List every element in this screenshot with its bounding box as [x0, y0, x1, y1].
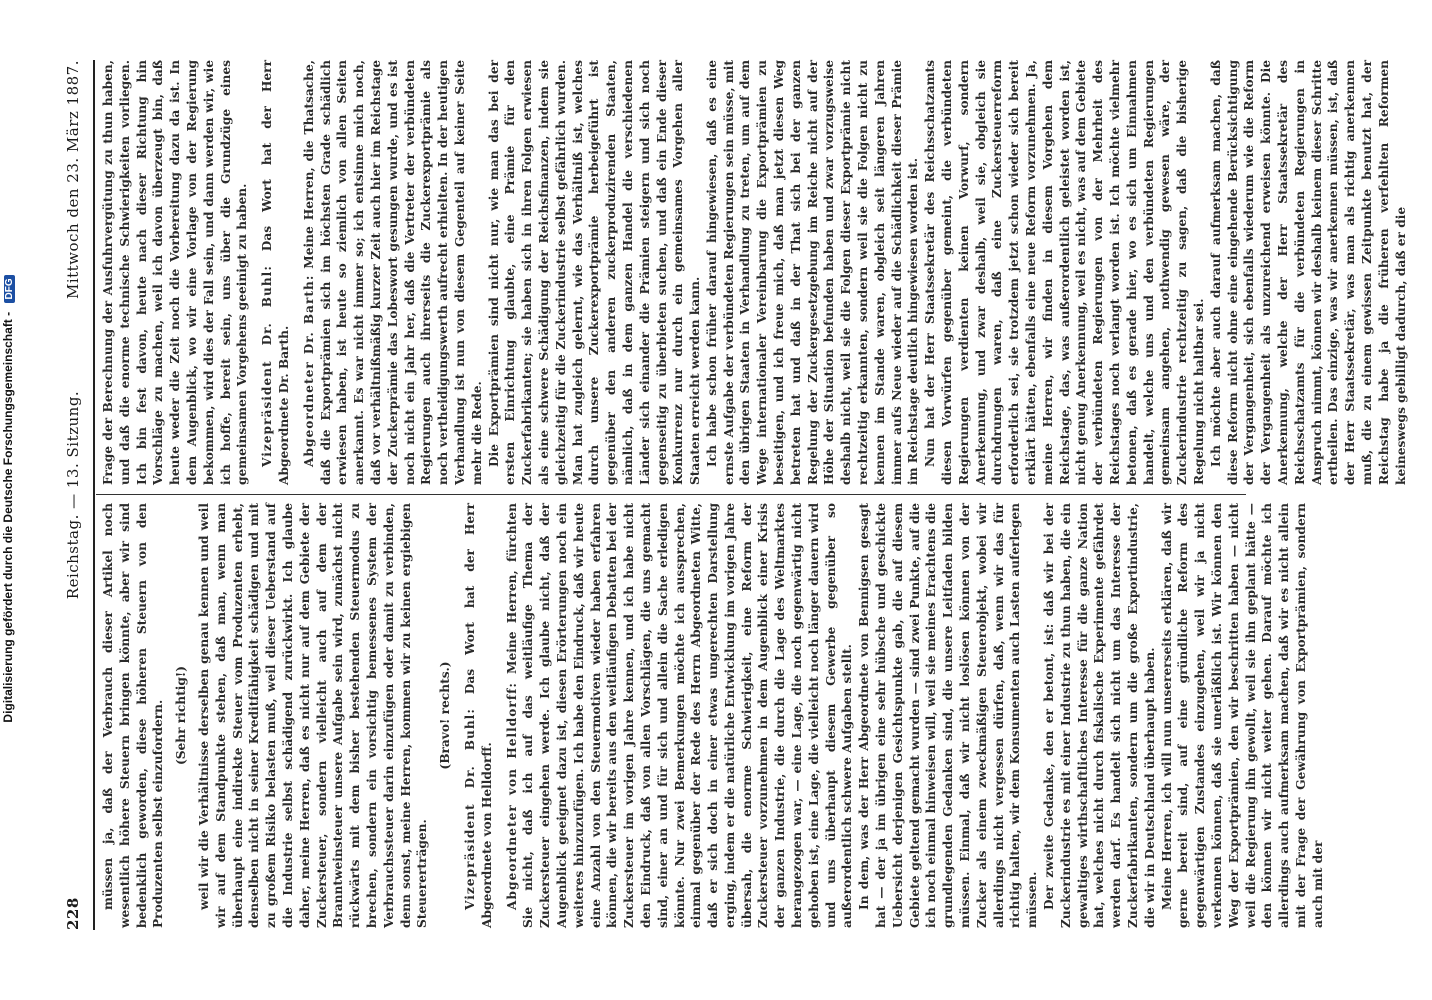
body-paragraph [1041, 503, 1159, 928]
interjection [173, 503, 190, 928]
paragraph-text: Meine Herren, die Thatsache, daß die Exportprämien sich im höchsten Grade schädlich erwiesen haben, ist heute so ziemlich von allen Seiten anerkannt. Es war nicht immer so; ich entsinne mich noch, daß vor verhältnißmäßig kurzer Zeit auch hier im Reichstage der Zuckerprämie das Lobeswort gesungen wurde, und es ist noch nicht ein Jahr her, daß die Vertreter der verbündeten Regierungen auch ihrerseits die Zuckerexportprämie als noch vertheidigungswerth aufrecht erhielten. In der heutigen Verhandlung ist nun von diesem Gegenteil auf keiner Seite mehr die Rede. [301, 59, 484, 485]
speaker-name: Abgeordneter von Helldorff: [504, 682, 519, 910]
speaker-paragraph [259, 60, 293, 485]
interjection [437, 503, 454, 928]
body-paragraph [856, 503, 1041, 928]
paragraph-text: Nun hat der Herr Staatssekretär des Reichsschatzamts diesen Vorwürfen gegenüber gemeint, die verbündeten Regierungen verdienten keinen Vorwurf, sondern Anerkennung, und zwar deshalb, weil sie, obgleich sie durchdrungen waren, daß eine Zuckersteuerreform erforderlich sei, sie trotzdem jetzt schon wieder sich bereit erklärt hätten, ebenfalls eine neue Reform vorzunehmen. Ja, meine Herren, wir finden in diesem Vorgehen dem Reichstage, das, was außerordentlich geleistet worden ist, nicht genug Anerkennung, weil es nicht, was auf dem Gebiete der verbündeten Regierungen von der Mehrheit des Reichstages noch verlangt worden ist. Ich möchte vielmehr betonen, daß es gerade hier, wo es sich um Einnahmen handelt, welche uns und den verbündeten Regierungen gemeinsam angehen, nothwendig gewesen wäre, der Zuckerindustrie rechtzeitig zu sagen, daß die bisherige Regelung nicht haltbar sei. [923, 60, 1206, 485]
body-paragraph [1159, 503, 1327, 928]
dfg-logo: DFG [4, 275, 15, 302]
paragraph-text: müssen ja, daß der Verbrauch dieser Artikel noch wesentlich höhere Steuern bringen könnte, aber wir sind bedenklich geworden, diese höheren Steuern von den Produzenten selbst einzufordern. [101, 503, 166, 928]
speaker-name: Abgeordneter Dr. Barth: [301, 274, 316, 467]
page-header [62, 60, 88, 930]
paragraph-text: Ich habe schon früher darauf hingewiesen, daß es eine ernste Aufgabe der verbündeten Regierungen sein müsse, mit den übrigen Staaten in Verhandlung zu treten, um auf dem Wege internationaler Vereinbarung die Exportprämien zu beseitigen, und ich freue mich, daß man jetzt diesen Weg betreten hat und daß in der That sich bei der ganzen Regelung der Zuckergesetzgebung im Reiche nicht auf der Höhe der Situation befunden haben und zwar vorzugsweise deshalb nicht, weil sie die Folgen dieser Exportprämie nicht rechtzeitig erkannten, sondern weil sie die Folgen nicht zu kennen im Stande waren, obgleich seit längeren Jahren immer aufs Neue wieder auf die Schädlichkeit dieser Prämie im Reichstage deutlich hingewiesen worden ist. [704, 60, 921, 485]
speaker-paragraph [301, 60, 486, 485]
body-paragraph [1208, 60, 1410, 485]
paragraph-text: (Sehr richtig!) [174, 665, 189, 766]
paragraph-text: Ich möchte aber auch darauf aufmerksam machen, daß diese Reform nicht ohne eine eingehende Berücksichtigung der Vergangenheit, sich ebenfalls wiederum wie die Reform der Vergangenheit als unzureichend erweisen könnte. Die Anerkennung, welche der Herr Staatssekretär des Reichsschatzamts für die verbündeten Regierungen in Anspruch nimmt, können wir deshalb keinem dieser Schritte ertheilen. Das einzige, was wir anerkennen müssen, ist, daß der Herr Staatssekretär, was man als richtig anerkennen muß, die zu einem gewissen Zeitpunkte benutzt hat, der Reichstag habe ja die früheren verfehlten Reformen keineswegs gebilligt dadurch, daß er die [1208, 60, 1408, 485]
body-paragraph [486, 60, 704, 485]
column-divider [96, 494, 1246, 495]
speaker-name: Vizepräsident Dr. Buhl: [260, 265, 275, 467]
paragraph-text: In dem, was der Herr Abgeordnete von Bennigsen gesagt hat — der ja im übrigen eine sehr hübsche und geschickte Uebersicht derjenigen Gesichtspunkte gab, die auf diesem Gebiete geltend gemacht wurden — sind zwei Punkte, auf die ich noch einmal hinweisen will, weil sie meines Erachtens die grundlegenden Gedanken sind, die unsere Leitfaden bilden müssen. Einmal, daß wir nicht loslösen können von der Zucker als einem zweckmäßigen Steuerobjekt, wobei wir allerdings nicht vergessen dürfen, daß, wenn wir das für richtig halten, wir dem Konsumenten auch Lasten auferlegen müssen. [857, 503, 1040, 928]
header-rule [93, 60, 95, 930]
digitization-note-text: Digitalisierung gefördert durch die Deutsche Forschungsgemeinschaft - [1, 311, 15, 723]
paragraph-text: Die Exportprämien sind nicht nur, wie man das bei der ersten Einrichtung glaubte, eine Prämie für den Zuckerfabrikanten; sie haben sich in ihren Folgen erwiesen als eine schwere Schädigung der Reichsfinanzen, indem sie gleichzeitig für die Zuckerindustrie selbst gefährlich wurden. Man hat zugleich gelernt, wie das Verhältniß ist, welches durch unsere Zuckerexportprämie herbeigeführt ist gegenüber den anderen zuckerproduzirenden Staaten, nämlich, daß in dem ganzen Handel die verschiedenen Länder sich einander die Prämien steigern und sich noch gegenseitig zu überbieten suchen, und daß ein Ende dieser Konkurrenz nur durch ein gemeinsames Vorgehen aller Staaten erreicht werden kann. [486, 60, 703, 485]
body-paragraph [922, 60, 1208, 485]
body-paragraph [196, 503, 431, 928]
body-paragraph [704, 60, 922, 485]
speaker-name: Vizepräsident Dr. Buhl: [462, 708, 477, 910]
speaker-paragraph [504, 503, 857, 928]
paragraph-text: Frage der Berechnung der Ausfuhrvergütung zu thun haben, und daß die enorme technische Schwierigkeiten vorliegen. Ich bin fest davon, heute nach dieser Richtung hin Vorschläge zu machen, weil ich davon überzeugt bin, daß heute weder die Zeit noch die Vorbereitung dazu da ist. In dem Augenblick, wo wir eine Vorlage von der Regierung bekommen, wird dies der Fall sein, und dann werden wir, wie ich hoffe, bereit sein, uns über die Grundzüge eines gemeinsamen Vorgehens geeinigt zu haben. [101, 60, 250, 485]
body-paragraph [100, 503, 167, 928]
page-number: 228 [64, 897, 82, 930]
paragraph-text: (Bravo! rechts.) [438, 661, 453, 770]
paragraph-text: Meine Herren, ich will nun unsererseits erklären, daß wir gerne bereit sind, auf eine gründliche Reform des gegenwärtigen Zustandes einzugehen, weil wir ja nicht verkennen können, daß sie unerläßlich ist. Wir können den Weg der Exportprämien, den wir beschritten haben — nicht weil die Regierung ihn gewollt, weil sie ihn geplant hätte — den können wir nicht weiter gehen. Darauf möchte ich allerdings auch aufmerksam machen, daß wir es nicht allein mit der Frage der Gewährung von Exportprämien, sondern auch mit der [1159, 503, 1325, 928]
paragraph-text: Meine Herren, fürchten Sie nicht, daß ich auf das weitläufige Thema der Zuckersteuer eingehen werde. Ich glaube nicht, daß der Augenblick geeignet dazu ist, diesen Erörterungen noch ein weiteres hinzuzufügen. Ich habe den Eindruck, daß wir heute eine Anzahl von den Steuermotiven wieder haben erfahren können, die wir bereits aus den weitläufigen Debatten bei der Zuckersteuer im vorigen Jahre kennen, und ich habe nicht den Eindruck, daß von allen Vorschlägen, die uns gemacht sind, einer an und für sich und allein die Sache erledigen könnte. Nur zwei Bemerkungen möchte ich aussprechen, einmal gegenüber der Rede des Herrn Abgeordneten Witte, daß er sich doch in einer etwas ungerechten Darstellung erging, indem er die natürliche Entwicklung im vorigen Jahre übersah, die enorme Schwierigkeit, eine Reform der Zuckersteuer vorzunehmen in dem Augenblick einer Krisis der ganzen Industrie, die durch die Lage des Weltmarktes herangezogen war, — eine Lage, die noch gegenwärtig nicht gehoben ist, eine Lage, die vielleicht noch länger dauern wird und uns überhaupt diesem Gewerbe gegenüber so außerordentlich schwere Aufgaben stellt. [504, 502, 855, 928]
right-column [100, 59, 1408, 485]
paragraph-text: Das Wort hat der Herr Abgeordnete von Helldorff. [462, 503, 494, 928]
body-paragraph [100, 60, 251, 485]
paragraph-text: weil wir die Verhältnisse derselben genau kennen und weil wir auf dem Standpunkte stehen, daß man, wenn man überhaupt eine indirekte Steuer vom Produzenten erhebt, denselben nicht in seiner Kreditfähigkeit schädigen und mit zu großem Risiko belasten muß, weil dieser Ueberstand auf die Industrie selbst schädigend zurückwirkt. Ich glaube daher, meine Herren, daß es nicht nur auf dem Gebiete der Zuckersteuer, sondern vielleicht auch auf dem der Branntweinsteuer unsere Aufgabe sein wird, zunächst nicht rückwärts mit dem bisher bestehenden Steuermodus zu brechen, sondern ein vorsichtig bemessenes System der Verbrauchssteuer darin einzufügen oder damit zu verbinden, denn sonst, meine Herren, kommen wir zu keinen ergiebigen Steuererträgen. [196, 503, 430, 928]
left-column [100, 502, 1325, 928]
paragraph-text: Der zweite Gedanke, den er betont, ist: daß wir bei der Zuckerindustrie es mit einer Industrie zu thun haben, die ein gewaltiges wirthschaftliches Interesse für die ganze Nation hat, welches nicht durch fiskalische Experimente gefährdet werden darf. Es handelt sich nicht um das Interesse der Zuckerfabrikanten, sondern um die große Exportindustrie, die wir in Deutschland überhaupt haben. [1042, 503, 1157, 928]
session-date: Mittwoch den 23. März 1887. [64, 60, 82, 300]
paragraph-text: Das Wort hat der Herr Abgeordnete Dr. Barth. [260, 60, 291, 485]
speaker-paragraph [462, 503, 496, 928]
page-title: Reichstag. — 13. Sitzung. [64, 390, 82, 600]
